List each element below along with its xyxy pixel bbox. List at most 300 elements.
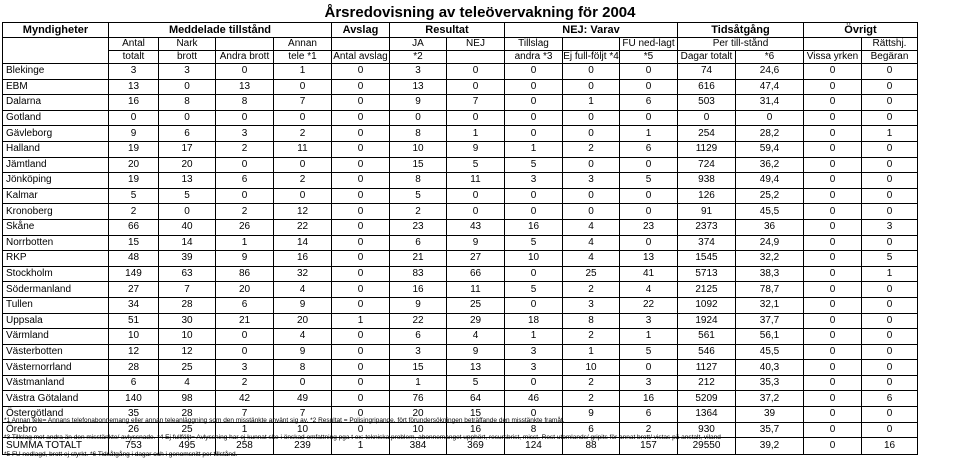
table-cell: 0: [862, 141, 918, 157]
table-cell: 32: [274, 266, 332, 282]
table-cell: 7: [159, 282, 216, 298]
column-header: FU ned-lagt: [620, 38, 678, 51]
table-cell: 9: [109, 126, 159, 142]
table-cell: 0: [274, 188, 332, 204]
table-cell: 2373: [678, 219, 736, 235]
row-label: Jönköping: [3, 173, 109, 189]
table-cell: 1: [216, 235, 274, 251]
table-cell: 0: [563, 79, 620, 95]
table-cell: 41: [620, 266, 678, 282]
footnote: *3 Tillslag mot andra än den misstänkte/ avlyssnade. *4 Ej fullföljt= Avlyssning har ej kunnat ske i önskad omfattning pga t ex: tekniska problem, abonnemanget upphört, resursbrist, misst. Rest utomlands/ gripits för annat brott/ vistas på anstalt, viland: [4, 434, 721, 441]
table-cell: 0: [862, 95, 918, 111]
table-cell: 0: [332, 188, 390, 204]
table-row: [3, 79, 918, 95]
table-cell: 5: [159, 188, 216, 204]
table-cell: 0: [620, 188, 678, 204]
table-row: [3, 266, 918, 282]
table-cell: 39,2: [736, 438, 804, 455]
table-cell: 30: [159, 313, 216, 329]
table-cell: 0: [274, 79, 332, 95]
table-cell: 0: [620, 157, 678, 173]
table-cell: 20: [216, 282, 274, 298]
table-cell: 11: [447, 282, 505, 298]
table-cell: 1924: [678, 313, 736, 329]
table-cell: 10: [390, 422, 447, 438]
table-cell: 0: [804, 344, 862, 360]
column-header: Antal avslag: [333, 51, 388, 62]
table-cell: 0: [804, 64, 862, 80]
table-row: [3, 282, 918, 298]
table-cell: 4: [563, 219, 620, 235]
table-cell: 546: [678, 344, 736, 360]
table-cell: 1127: [678, 360, 736, 376]
table-cell: 8: [505, 422, 563, 438]
table-cell: 48: [109, 251, 159, 267]
column-header: andra *3: [505, 51, 563, 64]
table-cell: 5: [390, 188, 447, 204]
table-cell: 49: [274, 391, 332, 407]
table-cell: 51: [109, 313, 159, 329]
table-cell: 0: [862, 173, 918, 189]
table-cell: 8: [159, 95, 216, 111]
table-row: [3, 360, 918, 376]
table-cell: 8: [390, 126, 447, 142]
table-cell: 16: [390, 282, 447, 298]
table-cell: 0: [804, 141, 862, 157]
table-cell: 0: [620, 79, 678, 95]
table-cell: 0: [678, 110, 736, 126]
table-cell: 3: [862, 219, 918, 235]
table-cell: 1092: [678, 297, 736, 313]
table-cell: 0: [332, 297, 390, 313]
column-header: Annan: [274, 38, 332, 51]
table-cell: 10: [390, 141, 447, 157]
table-cell: 0: [862, 297, 918, 313]
table-cell: 56,1: [736, 329, 804, 345]
table-row: [3, 64, 918, 80]
table-cell: 0: [332, 329, 390, 345]
table-cell: 66: [447, 266, 505, 282]
table-cell: 5: [447, 375, 505, 391]
table-cell: 29: [447, 313, 505, 329]
table-cell: 0: [563, 110, 620, 126]
row-label: Kronoberg: [3, 204, 109, 220]
table-cell: 0: [332, 64, 390, 80]
table-cell: 16: [620, 391, 678, 407]
table-cell: 0: [804, 297, 862, 313]
table-cell: 5: [505, 235, 563, 251]
table-cell: 6: [109, 375, 159, 391]
table-cell: 15: [109, 235, 159, 251]
table-cell: 0: [505, 188, 563, 204]
table-row: [3, 95, 918, 111]
table-cell: 374: [678, 235, 736, 251]
table-cell: 0: [332, 282, 390, 298]
column-header: NEJ: [447, 38, 505, 51]
table-cell: 22: [274, 219, 332, 235]
table-cell: 1: [505, 141, 563, 157]
table-cell: 0: [804, 422, 862, 438]
column-header-row: [3, 51, 918, 64]
column-header: Antal: [109, 38, 159, 51]
column-header: Andra brott: [216, 51, 274, 64]
table-cell: 13: [390, 79, 447, 95]
table-cell: 0: [862, 282, 918, 298]
table-cell: 25,2: [736, 188, 804, 204]
table-cell: 7: [216, 407, 274, 423]
row-label: Tullen: [3, 297, 109, 313]
table-cell: 13: [447, 360, 505, 376]
table-cell: 0: [216, 329, 274, 345]
table-row: [3, 344, 918, 360]
table-cell: 0: [332, 360, 390, 376]
table-row: [3, 235, 918, 251]
table-cell: 26: [216, 219, 274, 235]
table-cell: 2: [109, 204, 159, 220]
table-cell: 19: [109, 141, 159, 157]
table-cell: 724: [678, 157, 736, 173]
row-label: Stockholm: [3, 266, 109, 282]
column-header: [804, 38, 862, 51]
table-cell: 5713: [678, 266, 736, 282]
table-cell: 28: [109, 360, 159, 376]
group-header: Resultat: [390, 23, 505, 38]
table-cell: 0: [862, 375, 918, 391]
table-cell: 36: [736, 219, 804, 235]
table-cell: 13: [216, 79, 274, 95]
table-cell: 32,1: [736, 297, 804, 313]
table-cell: 8: [216, 95, 274, 111]
column-header: [447, 51, 505, 64]
table-cell: 140: [109, 391, 159, 407]
row-label: Halland: [3, 141, 109, 157]
row-label: Uppsala: [3, 313, 109, 329]
table-cell: 0: [862, 64, 918, 80]
table-cell: 40: [159, 219, 216, 235]
table-cell: 11: [447, 173, 505, 189]
surveillance-table: [2, 22, 918, 455]
table-cell: 35: [109, 407, 159, 423]
table-cell: 0: [447, 79, 505, 95]
table-cell: 0: [332, 204, 390, 220]
table-cell: 16: [109, 95, 159, 111]
table-row: [3, 391, 918, 407]
table-cell: 98: [159, 391, 216, 407]
table-cell: 0: [505, 64, 563, 80]
table-cell: 2: [563, 141, 620, 157]
table-cell: 6: [216, 173, 274, 189]
table-cell: 5: [447, 157, 505, 173]
table-cell: 2: [563, 375, 620, 391]
table-cell: 2: [216, 141, 274, 157]
row-label: Norrbotten: [3, 235, 109, 251]
table-cell: 0: [563, 126, 620, 142]
column-header: [216, 38, 274, 51]
table-cell: 20: [159, 157, 216, 173]
table-cell: 0: [216, 188, 274, 204]
table-cell: 24,9: [736, 235, 804, 251]
row-label: RKP: [3, 251, 109, 267]
table-cell: 0: [505, 375, 563, 391]
table-cell: 7: [447, 95, 505, 111]
table-cell: 0: [505, 204, 563, 220]
table-cell: 37,2: [736, 391, 804, 407]
row-label: Västerbotten: [3, 344, 109, 360]
table-cell: 4: [274, 282, 332, 298]
table-cell: 5: [862, 251, 918, 267]
table-cell: 0: [216, 344, 274, 360]
table-cell: 3: [620, 313, 678, 329]
table-cell: 10: [563, 360, 620, 376]
row-label: Örebro: [3, 422, 109, 438]
table-cell: 0: [804, 79, 862, 95]
table-cell: 12: [274, 204, 332, 220]
table-cell: 6: [390, 329, 447, 345]
table-cell: 0: [862, 407, 918, 423]
table-cell: 0: [505, 297, 563, 313]
row-label: EBM: [3, 79, 109, 95]
table-cell: 0: [332, 79, 390, 95]
table-cell: 0: [332, 422, 390, 438]
table-cell: 14: [159, 235, 216, 251]
table-cell: 2125: [678, 282, 736, 298]
table-cell: 43: [447, 219, 505, 235]
table-cell: 2: [390, 204, 447, 220]
table-cell: 0: [563, 157, 620, 173]
table-cell: 0: [274, 157, 332, 173]
table-cell: 0: [862, 235, 918, 251]
table-cell: 0: [804, 329, 862, 345]
table-cell: 0: [332, 157, 390, 173]
table-cell: 0: [447, 64, 505, 80]
table-cell: 0: [862, 344, 918, 360]
table-cell: 2: [563, 282, 620, 298]
table-cell: 9: [390, 95, 447, 111]
table-cell: 0: [332, 375, 390, 391]
table-cell: 6: [620, 95, 678, 111]
table-cell: 0: [804, 204, 862, 220]
table-cell: 384: [390, 438, 447, 455]
table-cell: 0: [804, 235, 862, 251]
table-cell: 753: [109, 438, 159, 455]
table-cell: 0: [332, 141, 390, 157]
column-header: Tillslag: [505, 38, 563, 51]
table-cell: 0: [862, 79, 918, 95]
table-cell: 0: [804, 251, 862, 267]
table-cell: 4: [159, 375, 216, 391]
table-cell: 78,7: [736, 282, 804, 298]
column-header: Per till-stånd: [678, 38, 804, 51]
table-cell: 503: [678, 95, 736, 111]
table-cell: 47,4: [736, 79, 804, 95]
table-cell: 2: [563, 329, 620, 345]
table-cell: 2: [274, 173, 332, 189]
table-cell: 0: [332, 95, 390, 111]
table-cell: 0: [332, 391, 390, 407]
table-cell: 1: [505, 329, 563, 345]
column-header: Ej full-följt *4: [563, 51, 619, 62]
table-cell: 4: [447, 329, 505, 345]
table-cell: 8: [390, 173, 447, 189]
table-cell: 15: [390, 360, 447, 376]
table-cell: 20: [390, 407, 447, 423]
table-cell: 16: [862, 438, 918, 455]
table-row: [3, 251, 918, 267]
table-cell: 1: [563, 344, 620, 360]
table-cell: 0: [804, 266, 862, 282]
table-cell: 12: [109, 344, 159, 360]
group-header: Övrigt: [804, 23, 918, 38]
table-cell: 1: [274, 64, 332, 80]
table-cell: 0: [274, 375, 332, 391]
table-cell: 0: [804, 219, 862, 235]
table-cell: 239: [274, 438, 332, 455]
table-cell: 16: [505, 219, 563, 235]
group-header: Myndigheter: [3, 23, 109, 38]
table-cell: 0: [216, 157, 274, 173]
table-cell: 0: [563, 204, 620, 220]
table-cell: 0: [804, 360, 862, 376]
row-label: SUMMA TOTALT: [3, 438, 109, 455]
row-label: Kalmar: [3, 188, 109, 204]
table-cell: 0: [332, 251, 390, 267]
table-cell: 1: [620, 126, 678, 142]
table-row: [3, 141, 918, 157]
row-label: Västmanland: [3, 375, 109, 391]
table-cell: 29550: [678, 438, 736, 455]
table-cell: 6: [620, 141, 678, 157]
table-cell: 3: [505, 173, 563, 189]
group-header-row: [3, 23, 918, 38]
table-cell: 27: [109, 282, 159, 298]
table-cell: 1: [216, 422, 274, 438]
table-cell: 1364: [678, 407, 736, 423]
table-cell: 13: [109, 79, 159, 95]
table-cell: 22: [390, 313, 447, 329]
table-cell: 1: [332, 313, 390, 329]
table-cell: 9: [390, 297, 447, 313]
table-cell: 91: [678, 204, 736, 220]
table-cell: 5: [620, 173, 678, 189]
table-cell: 6: [620, 407, 678, 423]
table-cell: 10: [109, 329, 159, 345]
table-cell: 2: [620, 422, 678, 438]
table-cell: 49,4: [736, 173, 804, 189]
column-header: *6: [736, 51, 804, 64]
table-cell: 15: [447, 407, 505, 423]
table-cell: 0: [804, 438, 862, 455]
table-cell: 34: [109, 297, 159, 313]
table-cell: 86: [216, 266, 274, 282]
table-cell: 5: [505, 282, 563, 298]
table-cell: 27: [447, 251, 505, 267]
table-cell: 6: [159, 126, 216, 142]
table-cell: 0: [390, 110, 447, 126]
table-cell: 5: [109, 188, 159, 204]
table-cell: 74: [678, 64, 736, 80]
table-cell: 0: [862, 422, 918, 438]
table-row: [3, 375, 918, 391]
table-cell: 1: [332, 438, 390, 455]
group-header: Meddelade tillstånd: [109, 23, 332, 38]
column-header: brott: [159, 51, 216, 64]
table-cell: 14: [274, 235, 332, 251]
table-cell: 0: [804, 407, 862, 423]
column-header: JA: [390, 38, 447, 51]
table-cell: 0: [620, 360, 678, 376]
table-cell: 0: [804, 95, 862, 111]
table-cell: 88: [563, 438, 620, 455]
table-cell: 0: [862, 188, 918, 204]
table-cell: 21: [390, 251, 447, 267]
table-cell: 0: [505, 79, 563, 95]
table-cell: 5209: [678, 391, 736, 407]
table-cell: 64: [447, 391, 505, 407]
table-cell: 0: [804, 173, 862, 189]
table-cell: 3: [620, 375, 678, 391]
table-cell: 20: [274, 313, 332, 329]
table-cell: 1: [390, 375, 447, 391]
column-header: Nark: [159, 38, 216, 51]
table-row: [3, 219, 918, 235]
table-cell: 9: [274, 344, 332, 360]
table-row: [3, 110, 918, 126]
table-cell: 40,3: [736, 360, 804, 376]
table-cell: 26: [109, 422, 159, 438]
table-cell: 0: [862, 313, 918, 329]
table-cell: 5: [620, 344, 678, 360]
table-cell: 23: [390, 219, 447, 235]
table-cell: 0: [109, 110, 159, 126]
table-cell: 0: [563, 188, 620, 204]
table-cell: 45,5: [736, 344, 804, 360]
table-cell: 9: [216, 251, 274, 267]
row-label: Blekinge: [3, 64, 109, 80]
table-cell: 25: [563, 266, 620, 282]
table-cell: 31,4: [736, 95, 804, 111]
table-cell: 28,2: [736, 126, 804, 142]
table-cell: 0: [159, 110, 216, 126]
table-cell: 0: [862, 157, 918, 173]
table-cell: 0: [804, 282, 862, 298]
table-cell: 10: [159, 329, 216, 345]
table-cell: 0: [332, 266, 390, 282]
footnote: *1 Annan tele= Annans telefonabonnemang eller annan teleanläggning som den misstänkte använt sig av. *2 Resultat = Polisingripande, fört förundersökningen beträffande den misstänkte framåt.: [4, 417, 565, 424]
table-cell: 76: [390, 391, 447, 407]
table-cell: 0: [332, 235, 390, 251]
table-cell: 19: [109, 173, 159, 189]
table-row: [3, 313, 918, 329]
table-cell: 6: [390, 235, 447, 251]
table-cell: 39: [159, 251, 216, 267]
table-cell: 7: [274, 407, 332, 423]
table-cell: 0: [447, 188, 505, 204]
table-cell: 124: [505, 438, 563, 455]
report-title: Årsredovisning av teleövervakning för 2004: [324, 4, 636, 21]
table-cell: 0: [505, 95, 563, 111]
table-cell: 15: [390, 157, 447, 173]
table-cell: 0: [274, 110, 332, 126]
table-cell: 6: [216, 297, 274, 313]
table-cell: 0: [804, 157, 862, 173]
table-row: [3, 329, 918, 345]
row-label: Gotland: [3, 110, 109, 126]
table-cell: 0: [332, 219, 390, 235]
table-cell: 0: [804, 110, 862, 126]
table-cell: 25: [159, 422, 216, 438]
table-cell: 42: [216, 391, 274, 407]
table-cell: 10: [274, 422, 332, 438]
